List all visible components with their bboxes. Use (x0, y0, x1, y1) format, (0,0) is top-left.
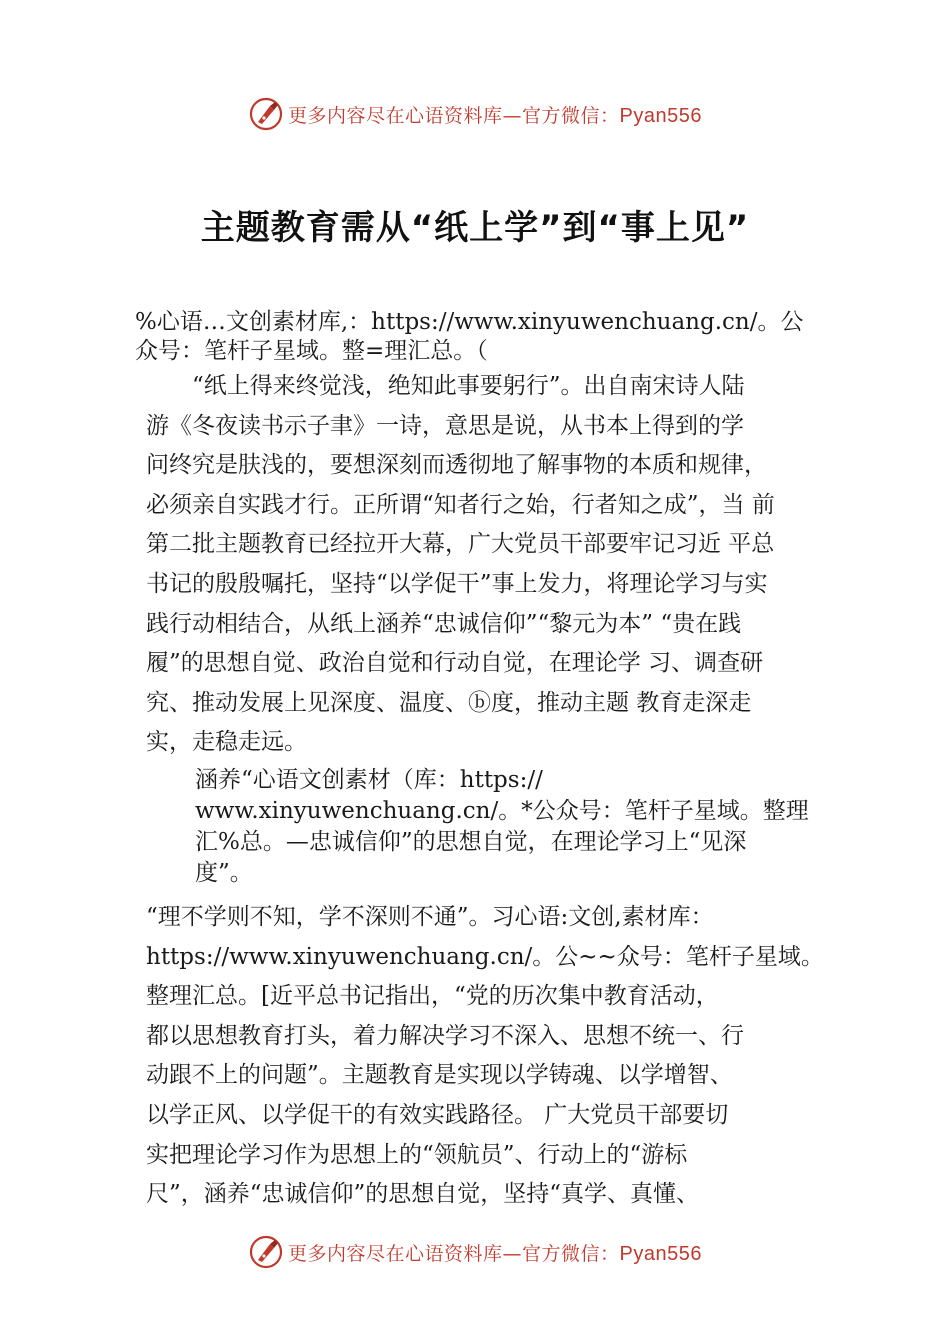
paragraph-source-note: %心语…文创素材库,：https://www.xinyuwenchuang.cn/。公 众号：笔杆子星域。整=理汇总。（ (135, 309, 804, 364)
footer-banner (0, 1230, 950, 1274)
pen-nib-logo-icon (248, 96, 284, 132)
pen-nib-logo-icon (248, 1234, 284, 1270)
paragraph-section-heading: 涵养“心语文创素材（库：https:// www.xinyuwenchuang.cn/。*公众号：笔杆子星域。整理 汇%总。—忠诚信仰”的思想自觉，在理论学习上“见深 度”。 (195, 767, 809, 886)
wechat-id: Pyan556 (619, 1242, 702, 1265)
wechat-id: Pyan556 (619, 104, 702, 127)
document-title: 主题教育需从“纸上学”到“事上见” (200, 208, 750, 248)
header-banner (0, 92, 950, 136)
paragraph-intro: “纸上得来终觉浅，绝知此事要躬行”。出自南宋诗人陆 游《冬夜读书示子聿》一诗，意思是说，从书本上得到的学 问终究是肤浅的，要想深刻而透彻地了解事物的本质和规律， 必须亲自实践才行。正所谓“知者行之始，行者知之成”，当 前 第二批主题教育已经拉开大幕，广大党员干部要牢记习近 平总 书记的殷殷嘱托，坚持“以学促干”事上发力，将理论学习与实 践行动相结合，从纸上涵养“忠诚信仰”“黎元为本” “贵在践 履”的思想自觉、政治自觉和行动自觉，在理论学 习、调查研 究、推动发展上见深度、温度、ⓑ度，推动主题 教育走深走 实，走稳走远。 (146, 373, 775, 756)
banner-text: 更多内容尽在心语资料库—官方微信：Pyan556 (288, 1242, 702, 1265)
paragraph-body: “理不学则不知，学不深则不通”。习心语:文创,素材库： https://www.xinyuwenchuang.cn/。公~~众号：笔杆子星域。 整理汇总。[近平总书记指出，“党的历次集中教育活动， 都以思想教育打头，着力解决学习不深入、思想不统一、行 动跟不上的问题”。主题教育是实现以学铸魂、以学增智、 以学正风、以学促干的有效实践路径。 广大党员干部要切 实把理论学习作为思想上的“领航员”、行动上的“游标 尺”，涵养“忠诚信仰”的思想自觉，坚持“真学、真懂、 (146, 904, 824, 1208)
banner-text: 更多内容尽在心语资料库—官方微信：Pyan556 (288, 104, 702, 127)
